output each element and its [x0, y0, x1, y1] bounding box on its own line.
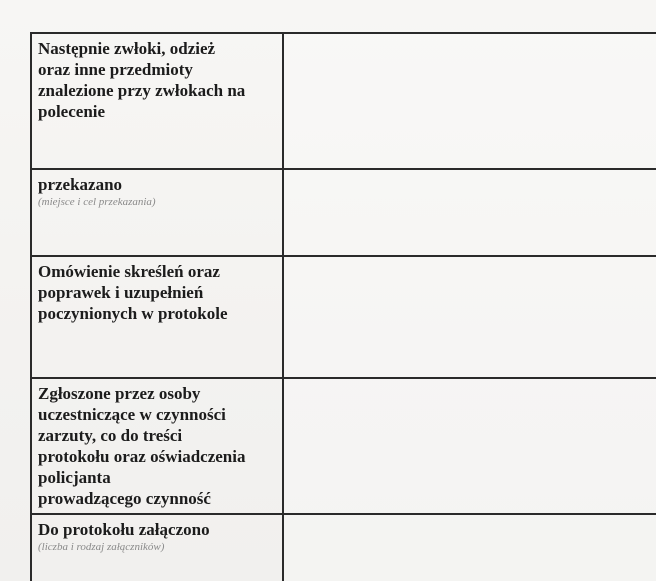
row-value-field[interactable]: [283, 33, 656, 169]
row-label: Następnie zwłoki, odzież oraz inne przedmioty znalezione przy zwłokach na polecenie: [38, 39, 246, 121]
protocol-form-table: [30, 32, 656, 581]
form-row: [31, 514, 656, 581]
row-label-cell: [31, 33, 283, 169]
row-value-field[interactable]: [283, 514, 656, 581]
row-label-cell: [31, 169, 283, 256]
row-value-field[interactable]: [283, 256, 656, 378]
row-value-field[interactable]: [283, 169, 656, 256]
row-hint: (miejsce i cel przekazania): [38, 196, 156, 208]
row-label: Zgłoszone przez osoby uczestniczące w czynności zarzuty, co do treści protokołu oraz oświadczenia policjanta prowadzącego czynność: [38, 384, 246, 508]
row-label-cell: [31, 378, 283, 514]
row-label-cell: [31, 256, 283, 378]
form-row: [31, 169, 656, 256]
row-label: Do protokołu załączono: [38, 520, 210, 539]
form-row: [31, 33, 656, 169]
row-label-cell: [31, 514, 283, 581]
row-hint: (liczba i rodzaj załączników): [38, 541, 165, 553]
row-label: przekazano: [38, 175, 123, 194]
form-row: [31, 256, 656, 378]
row-label: Omówienie skreśleń oraz poprawek i uzupełnień poczynionych w protokole: [38, 262, 228, 323]
form-row: [31, 378, 656, 514]
row-value-field[interactable]: [283, 378, 656, 514]
